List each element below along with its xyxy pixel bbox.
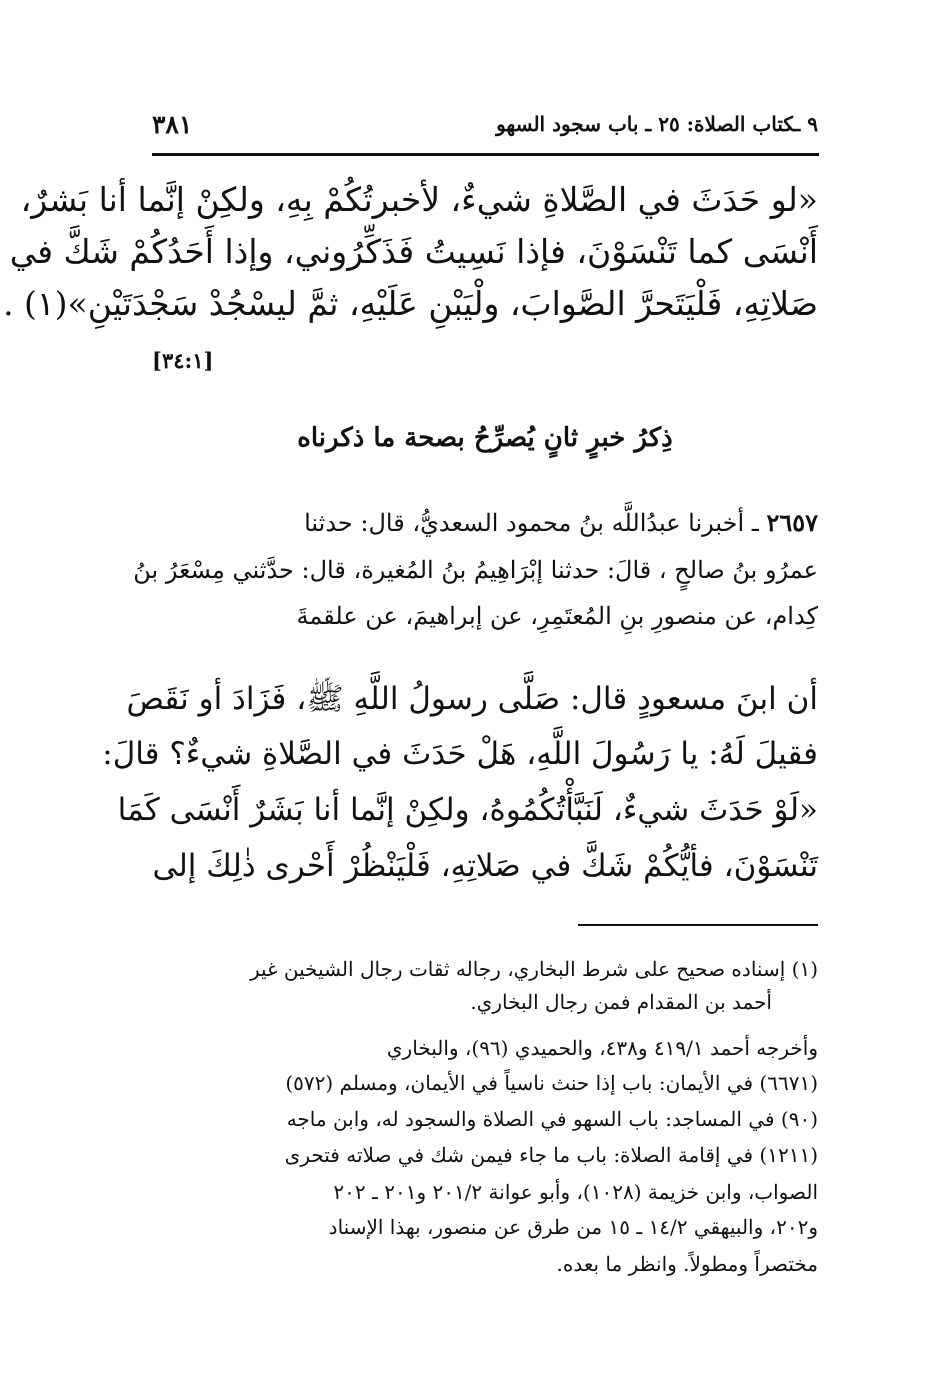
isnad-line — [152, 508, 818, 537]
page-number: ٣٨١ — [152, 109, 193, 139]
hadith-reference: [٣٤:١] — [152, 348, 214, 373]
quote-line: صَلاتِهِ، فَلْيَتَحرَّ الصَّوابَ، ولْيَبْنِ عَلَيْهِ، ثمَّ ليسْجُدْ سَجْدَتَيْنِ»(١) . — [3, 284, 818, 323]
matn-line: «لَوْ حَدَثَ شيءٌ، لَنَبَّأْتُكُمُوهُ، ولكِنْ إنَّما أنا بَشَرٌ أَنْسَى كَمَا — [117, 792, 818, 828]
footnote-line: و٢٠٢، والبيهقي ١٤/٢ ـ ١٥ من طرق عن منصور، بهذا الإسناد — [328, 1215, 818, 1239]
hadith-number: ٢٦٥٧ — [766, 508, 818, 537]
running-head: ٩ ـكتاب الصلاة: ٢٥ ـ باب سجود السهو — [496, 112, 818, 136]
footnote-divider — [578, 924, 818, 926]
matn-line: فقيلَ لَهُ: يا رَسُولَ اللَّهِ، هَلْ حَدَثَ في الصَّلاةِ شيءٌ؟ قالَ: — [102, 736, 818, 772]
isnad-line: عمرُو بنُ صالحٍ ، قالَ: حدثنا إبْرَاهِيمُ بنُ المُغيرة، قال: حدَّثني مِسْعَرُ بنُ — [133, 556, 818, 584]
footnote-line: أحمد بن المقدام فمن رجال البخاري. — [470, 990, 772, 1014]
section-heading: ذِكرُ خبرٍ ثانٍ يُصرِّحُ بصحة ما ذكرناه — [297, 423, 673, 453]
footnote-line: مختصراً ومطولاً. وانظر ما بعده. — [556, 1252, 818, 1276]
header-divider — [152, 153, 819, 156]
footnote-line: الصواب، وابن خزيمة (١٠٢٨)، وأبو عوانة ٢٠١/٢ و٢٠١ ـ ٢٠٢ — [333, 1180, 818, 1204]
page-header — [152, 104, 818, 144]
matn-line: أن ابنَ مسعودٍ قال: صَلَّى رسولُ اللَّهِ ﷺ، فَزَادَ أو نَقَصَ — [126, 681, 818, 717]
footnote-line: (٩٠) في المساجد: باب السهو في الصلاة والسجود له، وابن ماجه — [286, 1107, 818, 1131]
matn-line: تَنْسَوْنَ، فأيُّكُمْ شَكَّ في صَلاتِهِ، فَلْيَنْظُرْ أَحْرى ذٰلِكَ إلى — [152, 848, 818, 884]
isnad-line: كِدام، عن منصورِ بنِ المُعتَمِرِ، عن إبراهيمَ، عن علقمةَ — [296, 602, 818, 630]
isnad-text: ـ أخبرنا عبدُاللَّه بنُ محمود السعديُّ، قال: حدثنا — [304, 509, 759, 537]
footnote-line: (٦٦٧١) في الأيمان: باب إذا حنث ناسياً في الأيمان، ومسلم (٥٧٢) — [285, 1071, 818, 1095]
footnote-line: (١) إسناده صحيح على شرط البخاري، رجاله ثقات رجال الشيخين غير — [250, 957, 818, 981]
footnote-line: وأخرجه أحمد ٤١٩/١ و٤٣٨، والحميدي (٩٦)، والبخاري — [386, 1036, 818, 1060]
footnote-line: (١٢١١) في إقامة الصلاة: باب ما جاء فيمن شك في صلاته فتحرى — [284, 1143, 818, 1167]
quote-line: «لو حَدَثَ في الصَّلاةِ شيءٌ، لأخبرتُكُمْ بِهِ، ولكِنْ إنَّما أنا بَشرٌ، — [20, 180, 818, 219]
quote-line: أَنْسَى كما تَنْسَوْنَ، فإذا نَسِيتُ فَذَكِّرُوني، وإذا أَحَدُكُمْ شَكَّ في — [9, 232, 818, 271]
